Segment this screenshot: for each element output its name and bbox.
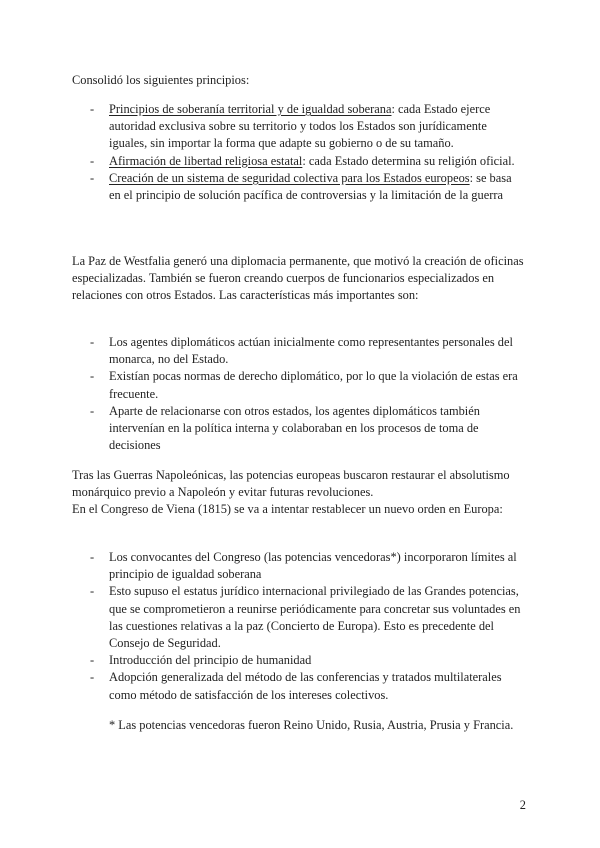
principle-title: Afirmación de libertad religiosa estatal: [109, 153, 303, 168]
principle-title: Creación de un sistema de seguridad colectiva para los Estados europeos: [109, 170, 470, 185]
principle-text: : cada Estado determina su religión oficial.: [302, 153, 515, 168]
principle-title: Principios de soberanía territorial y de igualdad soberana: [109, 102, 392, 116]
list-item: - Esto supuso el estatus jurídico internacional privilegiado de las Grandes potencias, que se comprometieron a reunirse periódicamente para concretar sus voluntades en las cuestiones relativas a la paz (Concierto de Europa). Esto es precedente del Consejo de Seguridad.: [72, 583, 524, 652]
list-item: - Aparte de relacionarse con otros estados, los agentes diplomáticos también intervenían en la política interna y colaboraban en los procesos de toma de decisiones: [72, 403, 524, 455]
footnote: * Las potencias vencedoras fueron Reino Unido, Rusia, Austria, Prusia y Francia.: [109, 718, 514, 732]
principle-text: : cada Estado ejerce autoridad exclusiva sobre su territorio y todos los Estados son jurídicamente iguales, sin importar la forma que adapte su gobierno o de su tamaño.: [109, 102, 491, 151]
principle-text: : se basa en el principio de solución pacífica de controversias y la limitación de la guerra: [109, 170, 512, 203]
characteristics-list: [72, 334, 524, 454]
list-item: [72, 153, 524, 170]
list-item: [72, 101, 524, 153]
list-item: - Los convocantes del Congreso (las potencias vencedoras*) incorporaron límites al principio de igualdad soberana: [72, 549, 524, 583]
list-item: - Introducción del principio de humanidad: [72, 652, 524, 669]
vienna-points-list: [72, 549, 524, 704]
napoleon-paragraph: Tras las Guerras Napoleónicas, las potencias europeas buscaron restaurar el absolutismo monárquico previo a Napoleón y evitar futuras revoluciones.: [72, 468, 510, 500]
westfalia-paragraph: La Paz de Westfalia generó una diplomacia permanente, que motivó la creación de oficinas especializadas. También se fueron creando cuerpos de funcionarios especializados en relaciones con otros Estados. Las características más importantes son:: [72, 254, 524, 303]
intro-text: Consolidó los siguientes principios:: [72, 73, 250, 87]
list-item: - Existían pocas normas de derecho diplomático, por lo que la violación de estas era frecuente.: [72, 368, 524, 402]
list-item: - Adopción generalizada del método de las conferencias y tratados multilaterales como método de satisfacción de los intereses colectivos.: [72, 669, 524, 703]
principles-list: [72, 101, 524, 204]
page-number: 2: [519, 798, 526, 812]
list-item: - Los agentes diplomáticos actúan inicialmente como representantes personales del monarca, no del Estado.: [72, 334, 524, 368]
list-item: [72, 170, 524, 204]
vienna-paragraph: En el Congreso de Viena (1815) se va a intentar restablecer un nuevo orden en Europa:: [72, 502, 503, 516]
